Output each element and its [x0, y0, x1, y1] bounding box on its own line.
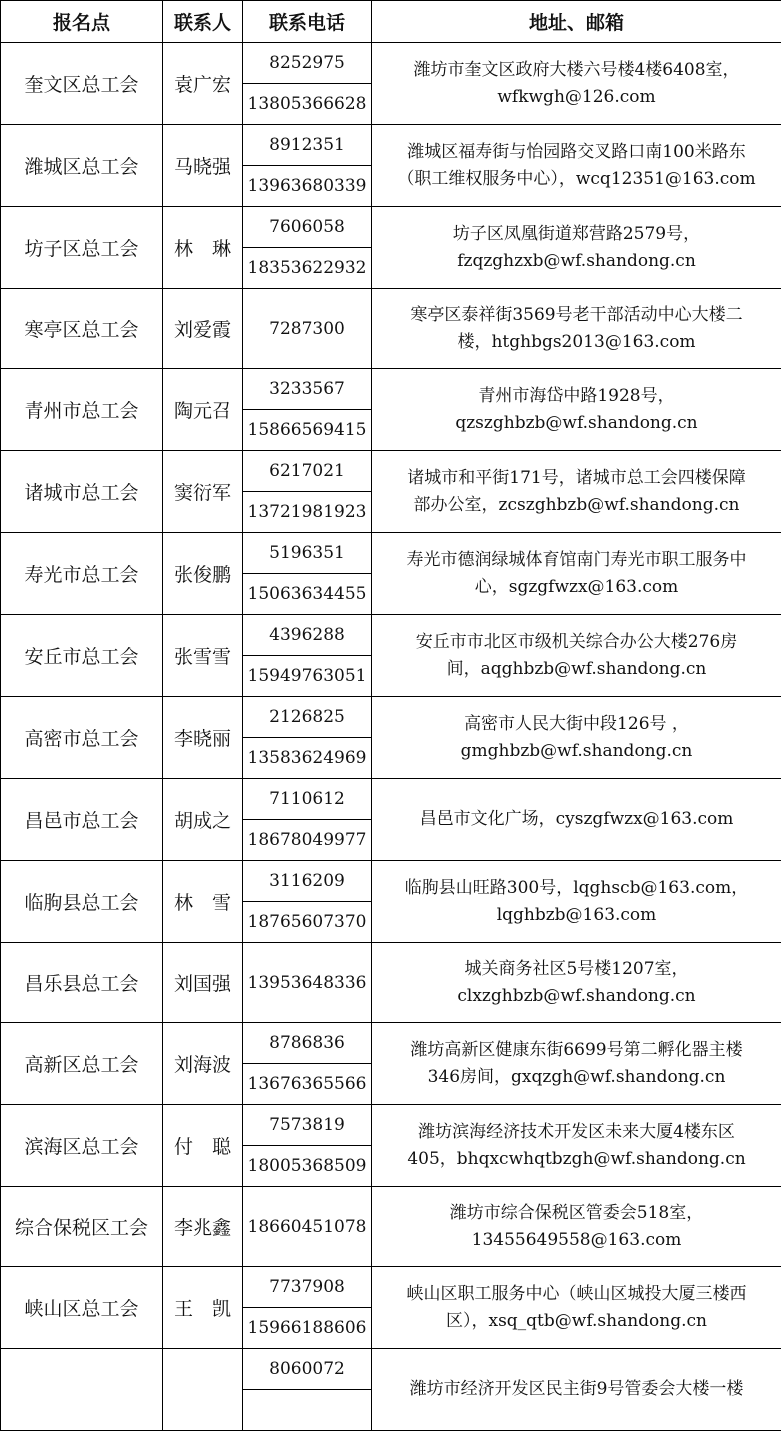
- unit-name: 青州市总工会: [1, 369, 163, 451]
- table-row: [1, 1023, 781, 1064]
- address-line: 潍坊市综合保税区管委会518室，: [375, 1200, 778, 1227]
- table-row: [1, 125, 781, 166]
- address-email: [372, 1105, 781, 1187]
- address-line: 潍城区福寿街与怡园路交叉路口南100米路东: [375, 139, 778, 166]
- mobile-number: 15063634455: [243, 574, 372, 615]
- unit-name: 诸城市总工会: [1, 451, 163, 533]
- contact-person: 张俊鹏: [163, 533, 243, 615]
- phone-number: 8912351: [243, 125, 372, 166]
- contact-person: 林 雪: [163, 861, 243, 943]
- mobile-number: 13583624969: [243, 738, 372, 779]
- address-email: [372, 943, 781, 1023]
- phone-number: 7606058: [243, 207, 372, 248]
- email-line: qzszghbzb@wf.shandong.cn: [375, 410, 778, 437]
- table-row: [1, 1105, 781, 1146]
- contact-person: 刘海波: [163, 1023, 243, 1105]
- mobile-number: 13721981923: [243, 492, 372, 533]
- address-line: 安丘市市北区市级机关综合办公大楼276房: [375, 629, 778, 656]
- phone-number: 7287300: [243, 289, 372, 369]
- email-line: 间，aqghbzb@wf.shandong.cn: [375, 656, 778, 683]
- table-row: [1, 1187, 781, 1267]
- address-line: 昌邑市文化广场，cyszgfwzx@163.com: [375, 806, 778, 833]
- contact-person: 王 凯: [163, 1267, 243, 1349]
- address-line: 坊子区凤凰街道郑营路2579号，: [375, 221, 778, 248]
- email-line: gmghbzb@wf.shandong.cn: [375, 738, 778, 765]
- unit-name: 高密市总工会: [1, 697, 163, 779]
- email-line: 13455649558@163.com: [375, 1227, 778, 1254]
- address-email: [372, 533, 781, 615]
- unit-name: 滨海区总工会: [1, 1105, 163, 1187]
- header-person: 联系人: [163, 1, 243, 43]
- unit-name: 潍城区总工会: [1, 125, 163, 207]
- address-email: [372, 1187, 781, 1267]
- table-row: [1, 43, 781, 84]
- phone-number: 3116209: [243, 861, 372, 902]
- table-row: [1, 697, 781, 738]
- unit-name: 寒亭区总工会: [1, 289, 163, 369]
- contact-person: 马晓强: [163, 125, 243, 207]
- header-address: 地址、邮箱: [372, 1, 781, 43]
- mobile-number: 13963680339: [243, 166, 372, 207]
- table-row: [1, 1267, 781, 1308]
- email-line: clxzghbzb@wf.shandong.cn: [375, 983, 778, 1010]
- contact-person: 刘爱霞: [163, 289, 243, 369]
- address-email: [372, 43, 781, 125]
- address-line: 峡山区职工服务中心（峡山区城投大厦三楼西: [375, 1281, 778, 1308]
- unit-name: 奎文区总工会: [1, 43, 163, 125]
- header-row: [1, 1, 781, 43]
- address-line: 寒亭区泰祥街3569号老干部活动中心大楼二: [375, 302, 778, 329]
- mobile-number: 15966188606: [243, 1308, 372, 1349]
- phone-number: 5196351: [243, 533, 372, 574]
- unit-name: 综合保税区工会: [1, 1187, 163, 1267]
- address-email: [372, 1023, 781, 1105]
- unit-name: 坊子区总工会: [1, 207, 163, 289]
- table-row: [1, 533, 781, 574]
- mobile-number: 13805366628: [243, 84, 372, 125]
- contact-person: 刘国强: [163, 943, 243, 1023]
- email-line: 405，bhqxcwhqtbzgh@wf.shandong.cn: [375, 1146, 778, 1173]
- unit-name: 高新区总工会: [1, 1023, 163, 1105]
- email-line: 心，sgzgfwzx@163.com: [375, 574, 778, 601]
- mobile-number: 15949763051: [243, 656, 372, 697]
- address-email: [372, 615, 781, 697]
- unit-name: 安丘市总工会: [1, 615, 163, 697]
- table-row: [1, 369, 781, 410]
- phone-number: 8252975: [243, 43, 372, 84]
- mobile-number: 13676365566: [243, 1064, 372, 1105]
- contact-person: 陶元召: [163, 369, 243, 451]
- address-email: [372, 369, 781, 451]
- address-line: 城关商务社区5号楼1207室，: [375, 956, 778, 983]
- contact-person: 林 琳: [163, 207, 243, 289]
- contact-person: 胡成之: [163, 779, 243, 861]
- table-row: [1, 207, 781, 248]
- mobile-number: 18678049977: [243, 820, 372, 861]
- phone-number: 13953648336: [243, 943, 372, 1023]
- address-line: 潍坊高新区健康东街6699号第二孵化器主楼: [375, 1037, 778, 1064]
- email-line: lqghbzb@163.com: [375, 902, 778, 929]
- phone-number: 7737908: [243, 1267, 372, 1308]
- table-body: [1, 43, 781, 1431]
- address-email: [372, 779, 781, 861]
- table-row: [1, 289, 781, 369]
- table-row: [1, 451, 781, 492]
- table-row: [1, 943, 781, 1023]
- phone-number: 6217021: [243, 451, 372, 492]
- address-line: 潍坊滨海经济技术开发区未来大厦4楼东区: [375, 1119, 778, 1146]
- contact-person: 付 聪: [163, 1105, 243, 1187]
- email-line: fzqzghzxb@wf.shandong.cn: [375, 248, 778, 275]
- address-email: [372, 207, 781, 289]
- contact-person: 张雪雪: [163, 615, 243, 697]
- phone-number: 8786836: [243, 1023, 372, 1064]
- table-row: [1, 1349, 781, 1390]
- mobile-number: [243, 1390, 372, 1431]
- table-row: [1, 779, 781, 820]
- address-line: 青州市海岱中路1928号，: [375, 383, 778, 410]
- address-email: [372, 1267, 781, 1349]
- table-row: [1, 615, 781, 656]
- mobile-number: 18005368509: [243, 1146, 372, 1187]
- address-line: 诸城市和平街171号，诸城市总工会四楼保障: [375, 465, 778, 492]
- address-line: 高密市人民大街中段126号 ，: [375, 711, 778, 738]
- phone-number: 3233567: [243, 369, 372, 410]
- email-line: （职工维权服务中心），wcq12351@163.com: [375, 166, 778, 193]
- phone-number: 7573819: [243, 1105, 372, 1146]
- address-line: 寿光市德润绿城体育馆南门寿光市职工服务中: [375, 547, 778, 574]
- phone-number: 18660451078: [243, 1187, 372, 1267]
- address-email: [372, 451, 781, 533]
- address-line: 临朐县山旺路300号，lqghscb@163.com，: [375, 875, 778, 902]
- email-line: 部办公室，zcszghbzb@wf.shandong.cn: [375, 492, 778, 519]
- mobile-number: 18765607370: [243, 902, 372, 943]
- phone-number: 4396288: [243, 615, 372, 656]
- email-line: wfkwgh@126.com: [375, 84, 778, 111]
- contact-person: 袁广宏: [163, 43, 243, 125]
- email-line: 楼，htghbgs2013@163.com: [375, 329, 778, 356]
- mobile-number: 18353622932: [243, 248, 372, 289]
- header-phone: 联系电话: [243, 1, 372, 43]
- header-unit: 报名点: [1, 1, 163, 43]
- unit-name: 昌乐县总工会: [1, 943, 163, 1023]
- unit-name: 昌邑市总工会: [1, 779, 163, 861]
- contact-person: 李兆鑫: [163, 1187, 243, 1267]
- address-email: [372, 861, 781, 943]
- unit-name: 寿光市总工会: [1, 533, 163, 615]
- unit-name: 临朐县总工会: [1, 861, 163, 943]
- mobile-number: 15866569415: [243, 410, 372, 451]
- address-email: [372, 697, 781, 779]
- contact-person: 窦衍军: [163, 451, 243, 533]
- email-line: 区），xsq_qtb@wf.shandong.cn: [375, 1308, 778, 1335]
- contact-person: 李晓丽: [163, 697, 243, 779]
- address-email: [372, 125, 781, 207]
- address-line: 潍坊市奎文区政府大楼六号楼4楼6408室，: [375, 57, 778, 84]
- phone-number: 7110612: [243, 779, 372, 820]
- phone-number: 8060072: [243, 1349, 372, 1390]
- email-line: 346房间，gxqzgh@wf.shandong.cn: [375, 1064, 778, 1091]
- unit-name: 峡山区总工会: [1, 1267, 163, 1349]
- phone-number: 2126825: [243, 697, 372, 738]
- table-row: [1, 861, 781, 902]
- address-email: [372, 289, 781, 369]
- address-line: 潍坊市经济开发区民主街9号管委会大楼一楼: [375, 1376, 778, 1403]
